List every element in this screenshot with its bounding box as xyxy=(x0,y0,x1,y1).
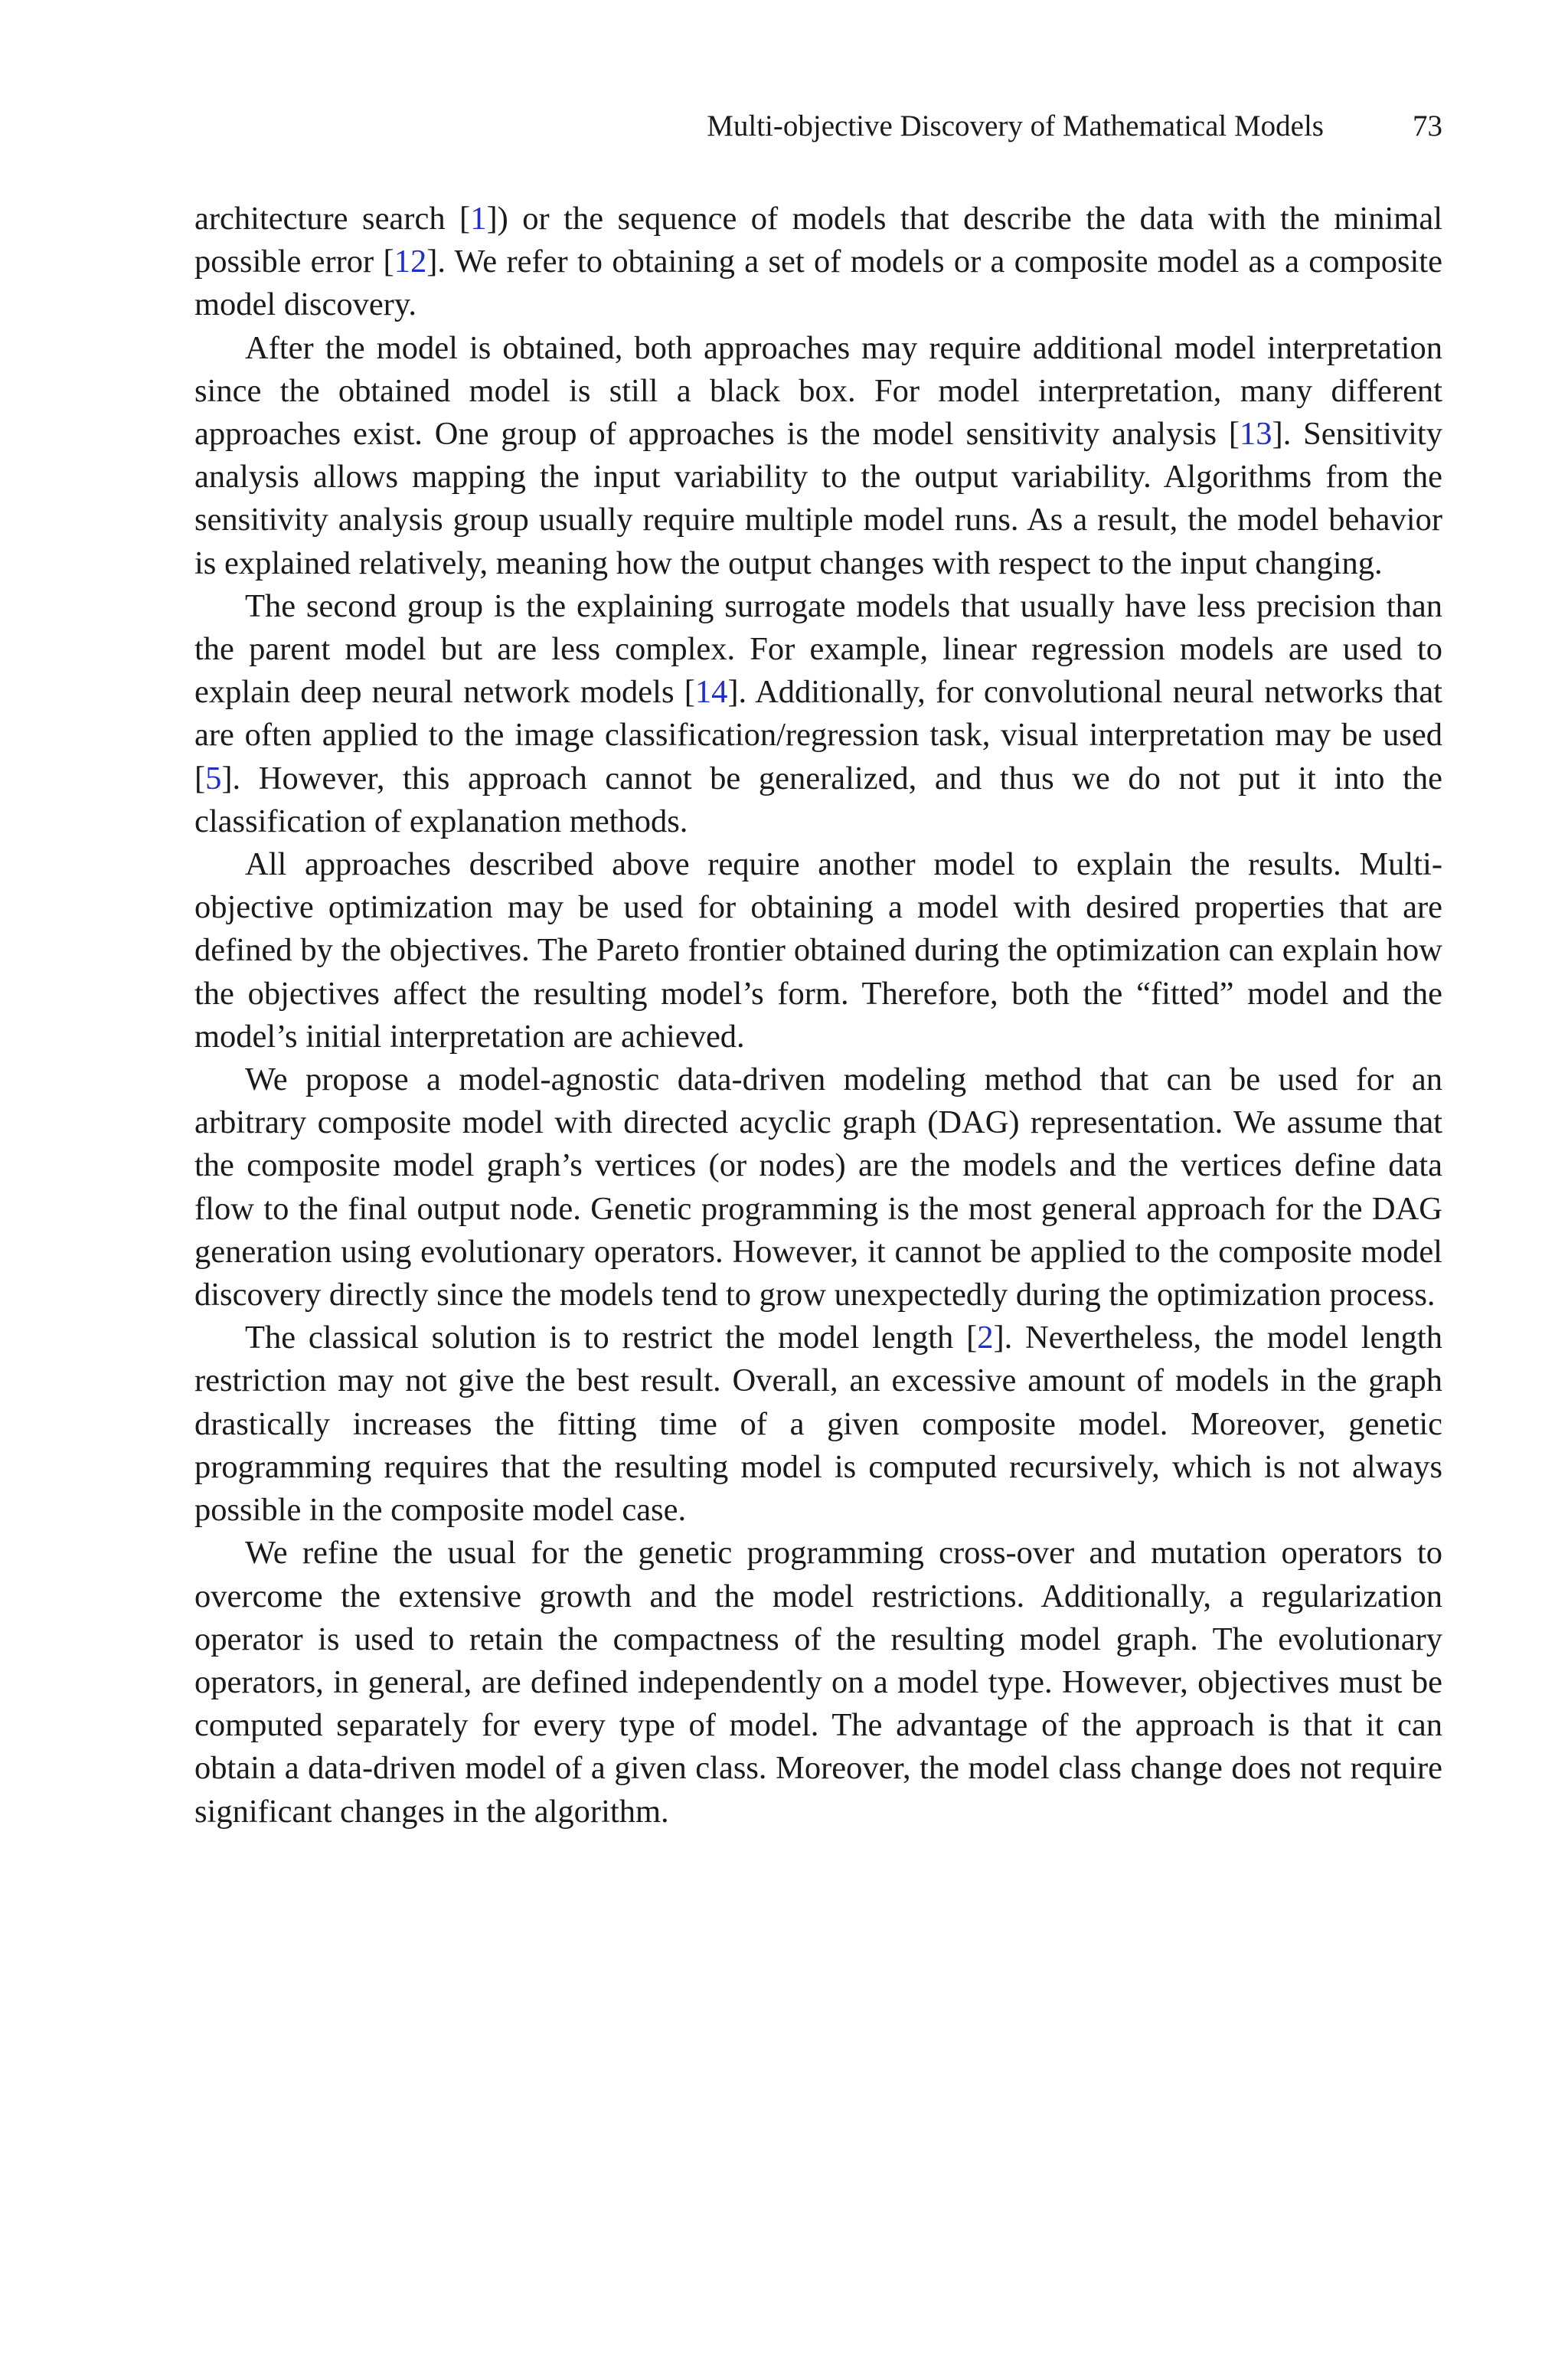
citation-link-14[interactable]: 14 xyxy=(694,674,728,711)
text-run: We propose a model-agnostic data-driven modeling method that can be used for an arbitrary composite model with directed acyclic graph (DAG) representation. We assume that the composite model graph’s vertices (or nodes) are the models and the vertices define data flow to the final output node. Genetic programming is the most general approach for the DAG generation using evolutionary operators. However, it cannot be applied to the composite model discovery directly since the models tend to grow unexpectedly during the optimization process. xyxy=(194,1061,1442,1313)
text-run: ]. Additionally, for convolutional neural networks that are often applied to the image classification/regression task, visual interpretation may be used [ xyxy=(194,674,1442,796)
paragraph xyxy=(194,1058,1442,1317)
running-head xyxy=(194,107,1442,146)
paragraph xyxy=(194,843,1442,1058)
text-run: After the model is obtained, both approaches may require additional model interpretation since the obtained model is still a black box. For model interpretation, many different approaches exist. One group of approaches is the model sensitivity analysis [ xyxy=(194,329,1442,453)
citation-link-1[interactable]: 1 xyxy=(470,201,487,237)
text-run: ]. Sensitivity analysis allows mapping the input variability to the output variability. Algorithms from the sensitivity analysis group usually require multiple model runs. As a result, the model behavior is explained relatively, meaning how the output changes with respect to the input changing. xyxy=(194,416,1442,581)
text-run: architecture search [ xyxy=(194,201,471,237)
page-number: 73 xyxy=(1413,110,1442,142)
paragraph xyxy=(194,585,1442,843)
text-run: ]. Nevertheless, the model length restriction may not give the best result. Overall, an excessive amount of models in the graph drastically increases the fitting time of a given composite model. Moreover, genetic programming requires that the resulting model is computed recursively, which is not always possible in the composite model case. xyxy=(194,1320,1442,1529)
text-run: ]. We refer to obtaining a set of models or a composite model as a composite model discovery. xyxy=(194,244,1442,323)
paragraph xyxy=(194,1317,1442,1532)
citation-link-2[interactable]: 2 xyxy=(977,1320,994,1356)
citation-link-5[interactable]: 5 xyxy=(205,760,222,796)
citation-link-12[interactable]: 12 xyxy=(394,244,427,280)
paragraph xyxy=(194,198,1442,327)
citation-link-13[interactable]: 13 xyxy=(1240,416,1272,453)
body-text xyxy=(194,198,1442,1833)
paragraph xyxy=(194,327,1442,585)
text-run: All approaches described above require another model to explain the results. Multi-objective optimization may be used for obtaining a model with desired properties that are defined by the objectives. The Pareto frontier obtained during the optimization can explain how the objectives affect the resulting model’s form. Therefore, both the “fitted” model and the model’s initial interpretation are achieved. xyxy=(194,846,1442,1055)
paragraph xyxy=(194,1532,1442,1833)
text-run: The second group is the explaining surrogate models that usually have less precision than the parent model but are less complex. For example, linear regression models are used to explain deep neural network models [ xyxy=(194,587,1442,711)
text-run: ]. However, this approach cannot be generalized, and thus we do not put it into the classification of explanation methods. xyxy=(194,760,1442,839)
text-run: ]) or the sequence of models that describe the data with the minimal possible error [ xyxy=(194,201,1443,280)
text-run: We refine the usual for the genetic programming cross-over and mutation operators to overcome the extensive growth and the model restrictions. Additionally, a regularization operator is used to retain the compactness of the resulting model graph. The evolutionary operators, in general, are defined independently on a model type. However, objectives must be computed separately for every type of model. The advantage of the approach is that it can obtain a data-driven model of a given class. Moreover, the model class change does not require significant changes in the algorithm. xyxy=(194,1535,1442,1830)
text-run: The classical solution is to restrict the model length [ xyxy=(245,1320,978,1356)
running-title: Multi-objective Discovery of Mathematical Models xyxy=(707,110,1324,142)
